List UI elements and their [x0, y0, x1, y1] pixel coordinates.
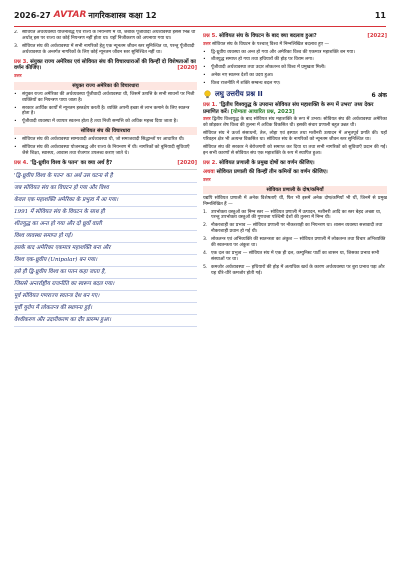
list-item: • पूँजीवादी व्यवस्था में व्यापार स्वतन्त्र होता है तथा निजी सम्पत्ति को अधिक महत्त्व दिया जाता है। — [14, 119, 178, 125]
short-question-2-alt: अथवा सोवियत प्रणाली की किन्हीं तीन कमियों का वर्णन कीजिए। — [203, 169, 328, 176]
answer-paragraph: सोवियत संघ ने ऊर्जा संसाधनों, तेल, लोहा एवं इस्पात तथा मशीनरी उत्पादन में अभूतपूर्व प्रगति की। यहाँ परिवहन क्षेत्र भी अत्यन्त विकसित था। सोवियत संघ के नागरिकों को न्यूनतम जीवन स्तर सुनिश्चित था। — [203, 131, 387, 142]
list-item: • विश्व राजनीति में शक्ति सम्बन्ध बदल गए। — [203, 81, 281, 87]
answer-paragraph: सोवियत संघ की सरकार ने बेरोजगारी को समाप्त कर दिया था तथा सभी नागरिकों को सुविधाएँ प्रदान की गईं। इन सभी कारणों से सोवियत संघ एक महाशक्ति के रूप में स्थापित हुआ। — [203, 144, 387, 156]
short-question-1: प्रश्न 1. 'द्वितीय विश्वयुद्ध के उपरान्त सोवियत संघ महाशक्ति के रूप में उभरा' तथ्य देकर प्रमाणित करें। [योग्यता आधारित प्रश्न, 2023] — [203, 102, 374, 115]
answer-label: उत्तर — [203, 117, 211, 123]
list-item: • सोवियत संघ की अर्थव्यवस्था योजनाबद्ध और राज्य के नियन्त्रण में थी। नागरिकों को बुनियादी सुविधाएँ जैसे शिक्षा, स्वास्थ्य, आवास तथा रोजगार उपलब्ध कराए जाते थे। — [14, 145, 190, 157]
left-column — [14, 30, 197, 562]
handwritten-line: पूर्व सोवियत गणराज्य स्वतन्त्र देश बन गए। — [14, 291, 197, 303]
list-item: 5. कमजोर अर्थव्यवस्था — हथियारों की होड़ में अत्यधिक खर्च के कारण अर्थव्यवस्था पर बुरा प्रभाव पड़ा और यह धीरे-धीरे कमजोर होती गई। — [203, 264, 385, 276]
right-column: प्रश्न 5. सोवियत संघ के विघटन के बाद क्या बदलाव हुआ? [2022] उत्तर सोवियत संघ के विघटन के पश्चात् विश्व में निम्नलिखित बदलाव हुए — • द्वि-ध्रुवीय व्यवस्था का अन्त हो गया और अमेरिका विश्व की एकमात्र महाशक्ति बन गया। • शीतयुद्ध समाप्त हो गया तथा हथियारों की होड़ पर विराम लगा। • पूँजीवादी अर्थव्यवस्था तथा उदार लोकतन्त्र को विश्व में प्रमुखता मिली। • अनेक नए स्वतन्त्र देशों का उदय हुआ। • विश्व राजनीति में शक्ति सम्बन्ध बदल गए। लघु उत्तरीय प्रश्न II 6 अंक प्रश्न 1. 'द्वितीय विश्वयुद्ध के उपरान्त सोवियत संघ महाशक्ति के रूप में उभरा' तथ्य देकर प्रमाणित करें। [योग्यता आधारित प्रश्न, 2023] उत्तर द्वितीय विश्वयुद्ध के बाद सोवियत संघ महाशक्ति के रूप में उभरा। सोवियत संघ की अर्थव्यवस्था अमेरिका को छोड़कर शेष विश्व की तुलना में अधिक विकसित थी। इसकी संचार प्रणाली बहुत उन्नत थी। सोवियत संघ ने ऊर्जा संसाधनों, तेल, लोहा एवं इस्पात तथा मशीनरी उत्पादन में अभूतपूर्व प्रगति की। यहाँ परिवहन क्षेत्र भी अत्यन्त विकसित था। सोवियत संघ के नागरिकों को न्यूनतम जीवन स्तर सुनिश्चित था। सोवियत संघ की सरकार ने बेरोजगारी को समाप्त कर दिया था तथा सभी नागरिकों को सुविधाएँ प्रदान की गईं। इन सभी कारणों से सोवियत संघ एक महाशक्ति के रूप में स्थापित हुआ। प्रश्न 2. सोवियत प्रणाली के प्रमुख दोषों का वर्णन कीजिए। अथवा सोवियत प्रणाली की किन्हीं तीन कमियों का वर्णन कीजिए। उत्तर सोवियत प्रणाली के दोष/कमियाँ यद्यपि सोवियत प्रणाली में अनेक विशेषताएँ थीं, फिर भी इसमें अनेक दोष/कमियाँ भी थीं, जिनमें से प्रमुख निम्नलिखित हैं — 1. उपभोक्ता वस्तुओं का निम्न स्तर — सोवियत प्रणाली में उत्पादन, मशीनरी आदि का स्तर बेहद अच्छा था, परन्तु उपभोक्ता वस्तुओं की गुणवत्ता पश्चिमी देशों की तुलना में निम्न थी। 2. नौकरशाही का प्रभाव — सोवियत प्रणाली पर नौकरशाही का नियन्त्रण था। शासन व्यवस्था सत्तावादी तथा नौकरशाही प्रधान हो गई थी। 3. लोकतन्त्र एवं अभिव्यक्ति की स्वतन्त्रता का अंकुश — सोवियत प्रणाली में लोकतन्त्र तथा विचार अभिव्यक्ति की स्वतन्त्रता पर अंकुश था। 4. एक दल का प्रभुत्व — सोवियत संघ में एक ही दल, कम्युनिस्ट पार्टी का शासन था, जिसका प्रभाव सभी संस्थाओं पर था। 5. कमजोर अर्थव्यवस्था — हथियारों की होड़ में अत्यधिक खर्च के कारण अर्थव्यवस्था पर बुरा प्रभाव पड़ा और यह धीरे-धीरे कमजोर होती गई। — [203, 33, 387, 276]
answer-paragraph: उत्तर द्वितीय विश्वयुद्ध के बाद सोवियत संघ महाशक्ति के रूप में उभरा। सोवियत संघ की अर्थव्यवस्था अमेरिका को छोड़कर शेष विश्व की तुलना में अधिक विकसित थी। इसकी संचार प्रणाली बहुत उन्नत थी। — [203, 117, 387, 129]
handwritten-line: इसे ही द्वि-ध्रुवीय विश्व का पतन कहा जाता है, — [14, 267, 197, 279]
question-5: प्रश्न 5. सोवियत संघ के विघटन के बाद क्या बदलाव हुआ? [2022] — [203, 33, 387, 39]
page-header — [14, 4, 386, 27]
list-item: • सरकार आर्थिक कार्यों में न्यूनतम हस्तक्षेप करती है। व्यक्ति अपनी इच्छा से लाभ कमाने के लिए स्वतन्त्र होता है। — [14, 105, 190, 117]
short-question-2: प्रश्न 2. सोवियत प्रणाली के प्रमुख दोषों का वर्णन कीजिए। — [203, 159, 315, 166]
answer-label: उत्तर — [203, 41, 211, 47]
answer-label: उत्तर — [203, 177, 211, 183]
list-item: • पूँजीवादी अर्थव्यवस्था तथा उदार लोकतन्त्र को विश्व में प्रमुखता मिली। — [203, 65, 326, 71]
section-title: लघु उत्तरीय प्रश्न II — [215, 90, 263, 99]
list-item: 3. सोवियत संघ की अर्थव्यवस्था में सभी नागरिकों हेतु एक न्यूनतम जीवन स्तर सुनिश्चित था, परन्तु पूँजीवादी अर्थव्यवस्था के अन्तर्गत नागरिकों के लिए कोई न्यूनतम जीवन स्तर सुनिश्चित नहीं था। — [14, 43, 195, 55]
list-item: • सोवियत संघ की अर्थव्यवस्था साम्यवादी अर्थव्यवस्था थी, जो समाजवादी सिद्धान्तों पर आधारित थी। — [14, 137, 185, 143]
question-3: प्रश्न 3. संयुक्त राज्य अमेरिका एवं सोवियत संघ की विचारधाराओं की किन्हीं दो विशेषताओं का वर्णन कीजिए। [2020] — [14, 58, 197, 72]
section-heading: सोवियत संघ की विचारधारा — [14, 127, 197, 135]
handwritten-line: वैश्वीकरण और उदारीकरण का दौर प्रारम्भ हुआ। — [14, 315, 197, 327]
answer-label: उत्तर — [14, 73, 22, 79]
handwritten-line: जिससे अन्तर्राष्ट्रीय राजनीति का स्वरूप बदल गया। — [14, 279, 197, 291]
question-year: [2022] — [367, 33, 387, 39]
handwritten-line: पूर्वी यूरोप में लोकतन्त्र की स्थापना हुई। — [14, 303, 197, 315]
answer-paragraph: यद्यपि सोवियत प्रणाली में अनेक विशेषताएँ थीं, फिर भी इसमें अनेक दोष/कमियाँ भी थीं, जिनमें से प्रमुख निम्नलिखित हैं — — [203, 195, 387, 207]
page-number: 11 — [374, 10, 386, 20]
handwritten-line: विश्व व्यवस्था समाप्त हो गई। — [14, 231, 197, 243]
header-subject: नागरिकशास्त्र कक्षा 12 — [88, 10, 157, 20]
question-4: प्रश्न 4. 'द्वि-ध्रुवीय विश्व के पतन' का क्या अर्थ है? [2020] — [14, 159, 197, 166]
question-year: [2020] — [177, 65, 197, 72]
list-item: 3. लोकतन्त्र एवं अभिव्यक्ति की स्वतन्त्रता का अंकुश — सोवियत प्रणाली में लोकतन्त्र तथा विचार अभिव्यक्ति की स्वतन्त्रता पर अंकुश था। — [203, 237, 386, 249]
brand-logo: AVTAR — [53, 10, 87, 20]
list-item: 2. नौकरशाही का प्रभाव — सोवियत प्रणाली पर नौकरशाही का नियन्त्रण था। शासन व्यवस्था सत्तावादी तथा नौकरशाही प्रधान हो गई थी। — [203, 223, 383, 235]
list-item: 4. एक दल का प्रभुत्व — सोवियत संघ में एक ही दल, कम्युनिस्ट पार्टी का शासन था, जिसका प्रभाव सभी संस्थाओं पर था। — [203, 251, 380, 262]
handwritten-line: इसके बाद अमेरिका एकमात्र महाशक्ति बना और — [14, 243, 197, 255]
list-item: • संयुक्त राज्य अमेरिका की अर्थव्यवस्था पूँजीवादी अर्थव्यवस्था थी, जिसमें उत्पत्ति के सभी साधनों पर निजी व्यक्तियों का नियन्त्रण पाया जाता है। — [14, 91, 195, 103]
handwritten-answer — [14, 169, 197, 327]
list-item: • अनेक नए स्वतन्त्र देशों का उदय हुआ। — [203, 73, 274, 79]
short-answer-section-heading — [203, 90, 387, 99]
intro-list — [14, 30, 197, 56]
list-item: • शीतयुद्ध समाप्त हो गया तथा हथियारों की होड़ पर विराम लगा। — [203, 57, 314, 63]
list-item: • द्वि-ध्रुवीय व्यवस्था का अन्त हो गया और अमेरिका विश्व की एकमात्र महाशक्ति बन गया। — [203, 49, 355, 55]
question-tag: [योग्यता आधारित प्रश्न, 2023] — [230, 108, 295, 115]
list-item: 1. उपभोक्ता वस्तुओं का निम्न स्तर — सोवियत प्रणाली में उत्पादन, मशीनरी आदि का स्तर बेहद अच्छा था, परन्तु उपभोक्ता वस्तुओं की गुणवत्ता पश्चिमी देशों की तुलना में निम्न थी। — [203, 209, 382, 221]
handwritten-line: 'द्वि-ध्रुवीय विश्व के पतन' का अर्थ उस घटना से है — [14, 171, 197, 183]
handwritten-line: 1991 में सोवियत संघ के विघटन के साथ ही — [14, 207, 197, 219]
handwritten-line: शीतयुद्ध का अन्त हो गया और दो ध्रुवों वाली — [14, 219, 197, 231]
handwritten-line: केवल एक महाशक्ति अमेरिका के प्रभुत्व में आ गया। — [14, 195, 197, 207]
handwritten-line: जब सोवियत संघ का विघटन हो गया और विश्व — [14, 183, 197, 195]
section-heading: सोवियत प्रणाली के दोष/कमियाँ — [203, 186, 387, 194]
list-item: 2. सोवियत अर्थव्यवस्था योजनाबद्ध एवं राज्य के नियन्त्रण में थी, जबकि पूँजीवादी अर्थव्यवस्था इससे भिन्न थी अर्थात् इस पर राज्य का कोई नियन्त्रण नहीं होता था। यहाँ निजीकरण को अपनाया गया था। — [14, 30, 196, 41]
header-year: 2026-27 — [14, 10, 51, 20]
question-year: [2020] — [177, 159, 197, 166]
lightbulb-icon — [203, 90, 212, 99]
section-marks: 6 अंक — [371, 91, 387, 99]
handwritten-line: विश्व एक-ध्रुवीय (Unipolar) बन गया। — [14, 255, 197, 267]
section-heading: संयुक्त राज्य अमेरिका की विचारधारा — [14, 82, 197, 90]
